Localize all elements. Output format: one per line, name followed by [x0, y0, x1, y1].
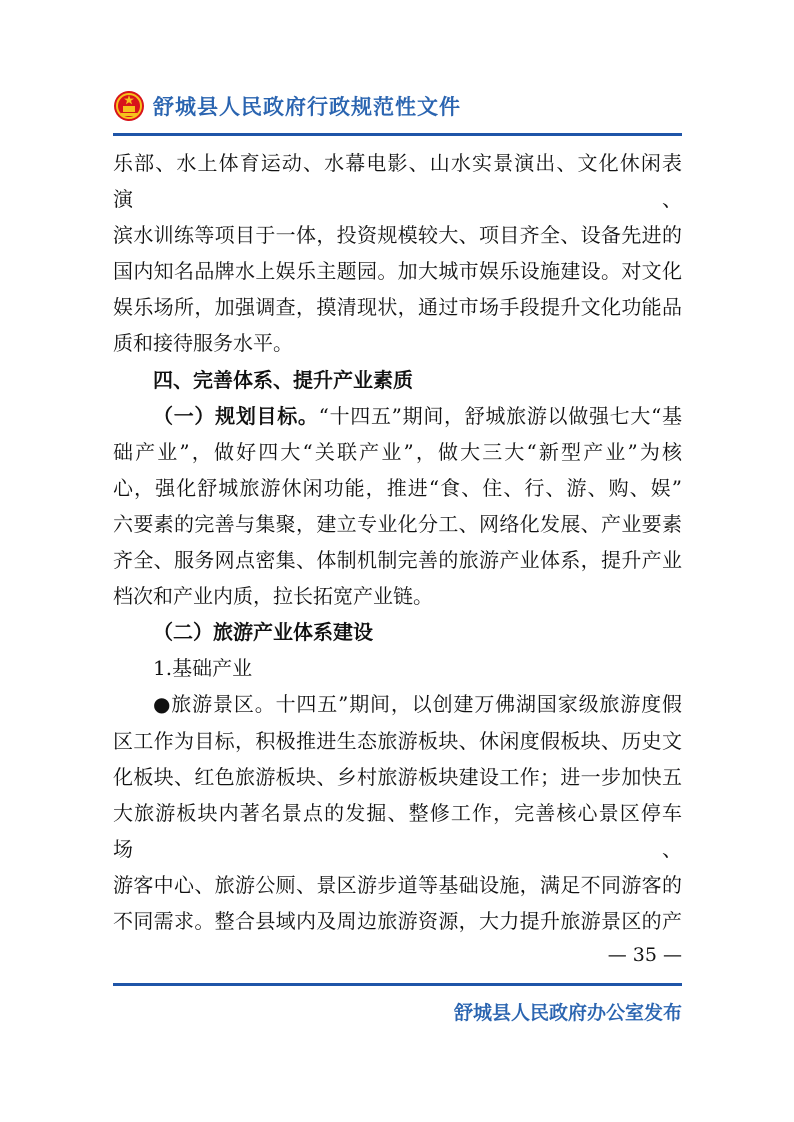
body-line: 化板块、红色旅游板块、乡村旅游板块建设工作；进一步加快五	[113, 764, 682, 789]
national-emblem-icon	[113, 90, 145, 122]
body-line	[113, 398, 682, 434]
document-header	[113, 88, 461, 124]
body-line: 滨水训练等项目于一体，投资规模较大、项目齐全、设备先进的	[113, 223, 682, 248]
subsection-heading: （一）规划目标。	[153, 403, 319, 428]
body-line: 档次和产业内质，拉长拓宽产业链。	[113, 584, 433, 609]
body-line: 区工作为目标，积极推进生态旅游板块、休闲度假板块、历史文	[113, 728, 682, 753]
footer-publisher: 舒城县人民政府办公室发布	[453, 1002, 682, 1024]
subsection-heading: （二）旅游产业体系建设	[153, 620, 373, 645]
list-heading: 1.基础产业	[153, 656, 253, 681]
footer-divider	[113, 983, 682, 986]
body-line: 齐全、服务网点密集、体制机制完善的旅游产业体系，提升产业	[113, 548, 682, 573]
body-line: 乐部、水上体育运动、水幕电影、山水实景演出、文化休闲表演、	[113, 151, 682, 212]
body-line: 娱乐场所，加强调查，摸清现状，通过市场手段提升文化功能品	[113, 295, 682, 320]
body-line: 六要素的完善与集聚，建立专业化分工、网络化发展、产业要素	[113, 511, 682, 536]
bullet-line: ●旅游景区。十四五”期间，以创建万佛湖国家级旅游度假	[153, 692, 682, 717]
body-line: 质和接待服务水平。	[113, 331, 293, 356]
body-line: 游客中心、旅游公厕、景区游步道等基础设施，满足不同游客的	[113, 872, 682, 897]
header-divider	[113, 133, 682, 136]
header-title: 舒城县人民政府行政规范性文件	[153, 95, 461, 119]
body-line: 大旅游板块内著名景点的发掘、整修工作，完善核心景区停车场、	[113, 800, 682, 861]
body-line-text: “十四五”期间，舒城旅游以做强七大“基	[318, 403, 682, 428]
body-line: 心，强化舒城旅游休闲功能，推进“食、住、行、游、购、娱”	[113, 475, 682, 500]
document-body	[113, 145, 682, 939]
body-line: 不同需求。整合县域内及周边旅游资源，大力提升旅游景区的产	[113, 908, 682, 933]
section-heading: 四、完善体系、提升产业素质	[153, 367, 413, 392]
body-line: 国内知名品牌水上娱乐主题园。加大城市娱乐设施建设。对文化	[113, 259, 682, 284]
page-number: — 35 —	[607, 944, 682, 966]
body-line: 础产业”，做好四大“关联产业”，做大三大“新型产业”为核	[113, 439, 682, 464]
